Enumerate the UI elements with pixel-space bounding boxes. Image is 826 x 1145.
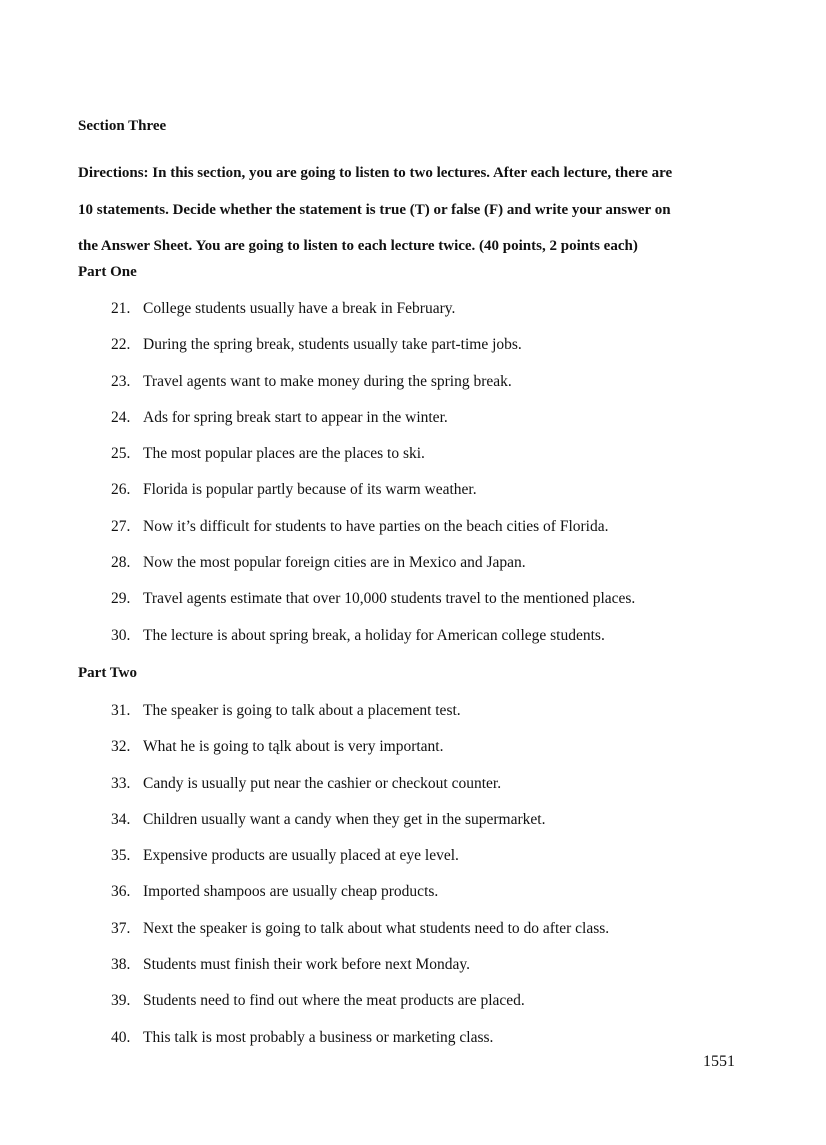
statement-number: 23. [111, 372, 131, 390]
statement-text: The most popular places are the places to ski. [143, 445, 425, 463]
statement-number: 30. [111, 626, 131, 644]
statement-text: Children usually want a candy when they get in the supermarket. [143, 810, 546, 828]
statement-text: During the spring break, students usually take part-time jobs. [143, 336, 522, 354]
directions-line: the Answer Sheet. You are going to listen to each lecture twice. (40 points, 2 points each) [78, 238, 638, 254]
statement-number: 21. [111, 300, 131, 317]
statement-number: 32. [111, 738, 131, 756]
directions-line: Directions: In this section, you are going to listen to two lectures. After each lecture, there are [78, 165, 673, 181]
statement-text: Ads for spring break start to appear in the winter. [143, 408, 448, 426]
statement-item [111, 775, 609, 811]
statement-item [111, 702, 609, 738]
statement-text: Travel agents want to make money during the spring break. [143, 372, 512, 390]
statement-number: 38. [111, 956, 131, 974]
statement-number: 28. [111, 554, 131, 572]
statement-text: Florida is popular partly because of its warm weather. [143, 481, 477, 499]
statement-number: 40. [111, 1028, 131, 1046]
statement-item [111, 883, 609, 919]
statement-number: 25. [111, 445, 131, 463]
statement-item [111, 554, 635, 590]
statement-item [111, 373, 635, 409]
statement-text: Expensive products are usually placed at eye level. [143, 847, 459, 865]
statement-item [111, 956, 609, 992]
statement-text: Now the most popular foreign cities are in Mexico and Japan. [143, 554, 526, 572]
statement-number: 26. [111, 481, 131, 499]
statement-text: Imported shampoos are usually cheap products. [143, 883, 439, 901]
statement-number: 34. [111, 810, 131, 828]
directions-line: 10 statements. Decide whether the statement is true (T) or false (F) and write your answer on [78, 201, 671, 218]
statement-text: The lecture is about spring break, a holiday for American college students. [143, 626, 605, 644]
statement-text: Students need to find out where the meat products are placed. [143, 992, 525, 1010]
statement-number: 35. [111, 847, 131, 865]
statement-item [111, 300, 635, 336]
statement-item [111, 409, 635, 445]
statement-item [111, 738, 609, 774]
statement-number: 37. [111, 919, 131, 937]
statement-item [111, 1029, 609, 1065]
page-number: 1551 [703, 1053, 735, 1070]
statement-text: Travel agents estimate that over 10,000 students travel to the mentioned places. [143, 590, 636, 608]
statement-text: This talk is most probably a business or marketing class. [143, 1028, 494, 1046]
statement-text: Next the speaker is going to talk about what students need to do after class. [143, 919, 610, 937]
section-title: Section Three [78, 118, 167, 134]
statement-item [111, 847, 609, 883]
statement-number: 31. [111, 702, 131, 719]
statement-number: 36. [111, 883, 131, 901]
part-one-title: Part One [78, 264, 137, 280]
statement-text: What he is going to tąlk about is very important. [143, 738, 444, 756]
statement-text: Now it’s difficult for students to have parties on the beach cities of Florida. [143, 517, 609, 535]
statement-item [111, 920, 609, 956]
statement-number: 22. [111, 336, 131, 354]
part-one-statements [111, 300, 635, 663]
statement-item [111, 992, 609, 1028]
statement-number: 29. [111, 590, 131, 608]
statement-item [111, 518, 635, 554]
statement-item [111, 336, 635, 372]
statement-item [111, 811, 609, 847]
statement-item [111, 481, 635, 517]
part-two-statements [111, 702, 609, 1065]
statement-item [111, 590, 635, 626]
statement-text: College students usually have a break in February. [143, 300, 456, 317]
statement-number: 24. [111, 408, 131, 426]
statement-number: 39. [111, 992, 131, 1010]
statement-text: Students must finish their work before next Monday. [143, 956, 471, 974]
statement-number: 33. [111, 774, 131, 792]
statement-text: Candy is usually put near the cashier or checkout counter. [143, 774, 502, 792]
statement-item [111, 445, 635, 481]
statement-item [111, 627, 635, 663]
directions-paragraph [78, 155, 756, 265]
statement-text: The speaker is going to talk about a placement test. [143, 702, 461, 719]
statement-number: 27. [111, 517, 131, 535]
part-two-title: Part Two [78, 665, 138, 681]
